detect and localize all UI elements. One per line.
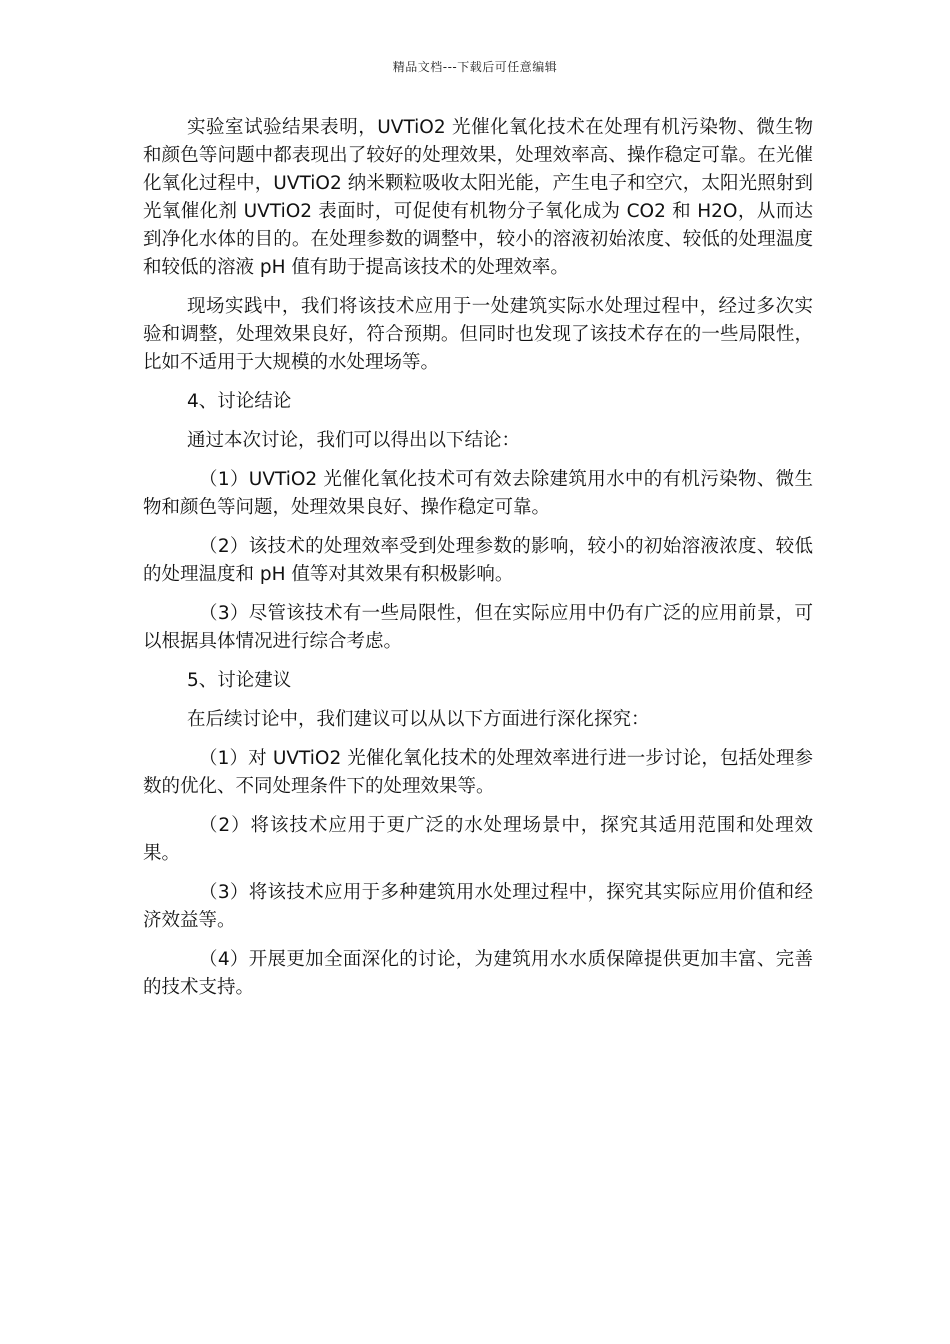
paragraph-suggestions-intro: 在后续讨论中，我们建议可以从以下方面进行深化探究： bbox=[187, 709, 650, 730]
document-body bbox=[143, 114, 813, 1013]
conclusion-item-3: （3）尽管该技术有一些局限性，但在实际应用中仍有广泛的应用前景，可以根据具体情况进行综合考虑。 bbox=[143, 603, 813, 652]
section-heading-suggestions: 5、讨论建议 bbox=[187, 670, 292, 691]
conclusion-item-2: （2）该技术的处理效率受到处理参数的影响，较小的初始溶液浓度、较低的处理温度和 pH 值等对其效果有积极影响。 bbox=[143, 536, 813, 585]
section-heading-conclusion: 4、讨论结论 bbox=[187, 391, 292, 412]
suggestion-item-4: （4）开展更加全面深化的讨论，为建筑用水水质保障提供更加丰富、完善的技术支持。 bbox=[143, 949, 813, 998]
paragraph-conclusion-intro: 通过本次讨论，我们可以得出以下结论： bbox=[187, 430, 521, 451]
page-header: 精品文档---下载后可任意编辑 bbox=[392, 60, 558, 74]
conclusion-item-1: （1）UVTiO2 光催化氧化技术可有效去除建筑用水中的有机污染物、微生物和颜色等问题，处理效果良好、操作稳定可靠。 bbox=[143, 469, 813, 518]
suggestion-item-3: （3）将该技术应用于多种建筑用水处理过程中，探究其实际应用价值和经济效益等。 bbox=[143, 882, 813, 931]
paragraph-field-practice: 现场实践中，我们将该技术应用于一处建筑实际水处理过程中，经过多次实验和调整，处理效果良好，符合预期。但同时也发现了该技术存在的一些局限性，比如不适用于大规模的水处理场等。 bbox=[143, 296, 813, 373]
suggestion-item-2: （2）将该技术应用于更广泛的水处理场景中，探究其适用范围和处理效果。 bbox=[143, 815, 813, 864]
suggestion-item-1: （1）对 UVTiO2 光催化氧化技术的处理效率进行进一步讨论，包括处理参数的优化、不同处理条件下的处理效果等。 bbox=[143, 748, 813, 797]
paragraph-lab-results: 实验室试验结果表明，UVTiO2 光催化氧化技术在处理有机污染物、微生物和颜色等问题中都表现出了较好的处理效果，处理效率高、操作稳定可靠。在光催化氧化过程中，UVTiO2 纳米颗粒吸收太阳光能，产生电子和空穴，太阳光照射到光氧催化剂 UVTiO2 表面时，可促使有机物分子氧化成为 CO2 和 H2O，从而达到净化水体的目的。在处理参数的调整中，较小的溶液初始浓度、较低的处理温度和较低的溶液 pH 值有助于提高该技术的处理效率。 bbox=[143, 117, 813, 278]
